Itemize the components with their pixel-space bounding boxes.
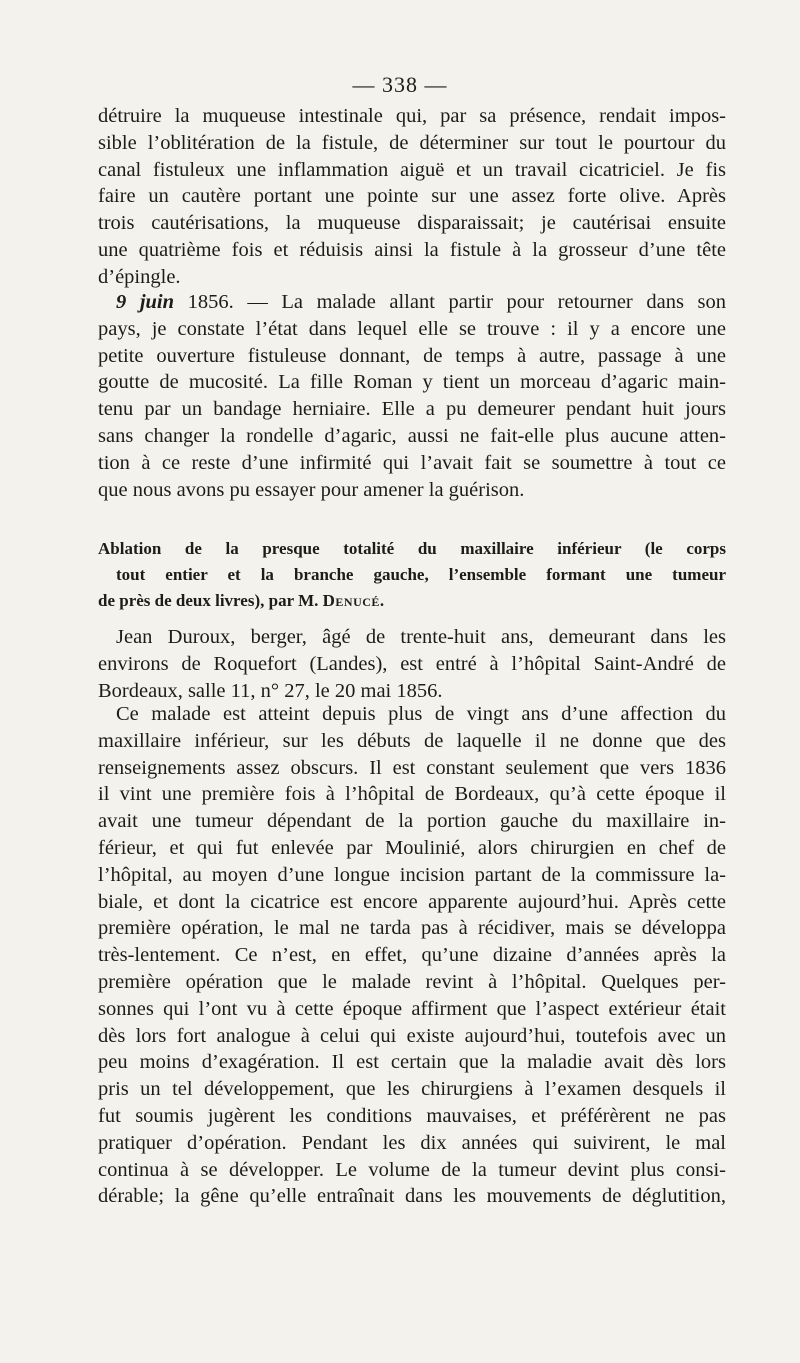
text-line: d’épingle. [98,265,181,288]
text-line: biale, et dont la cicatrice est encore apparente aujourd’hui. Après cette [98,890,726,913]
text-line: pays, je constate l’état dans lequel elle se trouve : il y a encore une [98,317,726,340]
text-line: sonnes qui l’ont vu à cette époque affirment que l’aspect extérieur était [98,997,726,1020]
heading-line: Ablation de la presque totalité du maxillaire inférieur (le corps [98,539,726,558]
heading-fragment: de près de deux livres), par M. [98,591,323,610]
text-line: Bordeaux, salle 11, n° 27, le 20 mai 1856. [98,679,443,702]
text-line: goutte de mucosité. La fille Roman y tient un morceau d’agaric main- [98,371,726,394]
entry-date: 9 juin [116,291,175,313]
text-line: l’hôpital, au moyen d’une longue incision partant de la commissure la- [98,863,726,886]
text-line: sans changer la rondelle d’agaric, aussi ne fait-elle plus aucune atten- [98,424,726,447]
text-line: que nous avons pu essayer pour amener la guérison. [98,478,525,501]
text-line: Jean Duroux, berger, âgé de trente-huit ans, demeurant dans les [116,626,726,648]
text-line: avait une tumeur dépendant de la portion gauche du maxillaire in- [98,810,726,833]
text-line: tenu par un bandage herniaire. Elle a pu demeurer pendant huit jours [98,398,726,421]
text-line: première opération, le mal ne tarda pas à récidiver, mais se développa [98,917,726,940]
text-line: dès lors fort analogue à celui qui existe aujourd’hui, toutefois avec un [98,1024,726,1047]
text-fragment: 1856. — La malade allant partir pour retourner dans son [174,291,726,313]
paragraph-june-entry [98,289,726,503]
text-line: canal fistuleux une inflammation aiguë et un travail cicatriciel. Je fis [98,158,726,181]
paragraph-patient-intro [98,624,726,704]
text-line: renseignements assez obscurs. Il est constant seulement que vers 1836 [98,756,726,779]
text-line: détruire la muqueuse intestinale qui, par sa présence, rendait impos- [98,105,726,127]
paragraph-case-history [98,701,726,1210]
author-name: Denucé. [322,591,385,610]
text-line: première opération que le malade revint à l’hôpital. Quelques per- [98,970,726,993]
text-line: férieur, et qui fut enlevée par Moulinié, alors chirurgien en chef de [98,836,726,859]
text-line: faire un cautère portant une pointe sur une assez forte olive. Après [98,185,726,208]
text-line: très-lentement. Ce n’est, en effet, qu’une dizaine d’années après la [98,944,726,967]
paragraph-continuation [98,103,726,291]
text-line: Ce malade est atteint depuis plus de vingt ans d’une affection du [116,703,726,725]
text-line: sible l’oblitération de la fistule, de déterminer sur tout le pourtour du [98,131,726,154]
text-line: dérable; la gêne qu’elle entraînait dans les mouvements de déglutition, [98,1185,726,1208]
page-number: — 338 — [352,72,448,97]
text-line: il vint une première fois à l’hôpital de Bordeaux, qu’à cette époque il [98,783,726,806]
text-line: tion à ce reste d’une infirmité qui l’avait fait se soumettre à tout ce [98,451,726,474]
text-line: pratiquer d’opération. Pendant les dix années qui suivirent, le mal [98,1131,726,1154]
text-line: peu moins d’exagération. Il est certain que la maladie avait dès lors [98,1051,726,1074]
text-line [98,289,726,316]
text-line: petite ouverture fistuleuse donnant, de temps à autre, passage à une [98,344,726,367]
text-line: fut soumis jugèrent les conditions mauvaises, et préférèrent ne pas [98,1104,726,1127]
heading-line: tout entier et la branche gauche, l’ensemble formant une tumeur [116,565,726,584]
text-line: maxillaire inférieur, sur les débuts de laquelle il ne donne que des [98,729,726,752]
text-line: continua à se développer. Le volume de la tumeur devint plus consi- [98,1158,726,1181]
heading-line [98,588,726,614]
section-heading [98,536,726,614]
text-line: trois cautérisations, la muqueuse disparaissait; je cautérisai ensuite [98,212,726,235]
text-line: une quatrième fois et réduisis ainsi la fistule à la grosseur d’une tête [98,238,726,261]
text-line: pris un tel développement, que les chirurgiens à l’examen desquels il [98,1078,726,1101]
text-line: environs de Roquefort (Landes), est entré à l’hôpital Saint-André de [98,652,726,675]
